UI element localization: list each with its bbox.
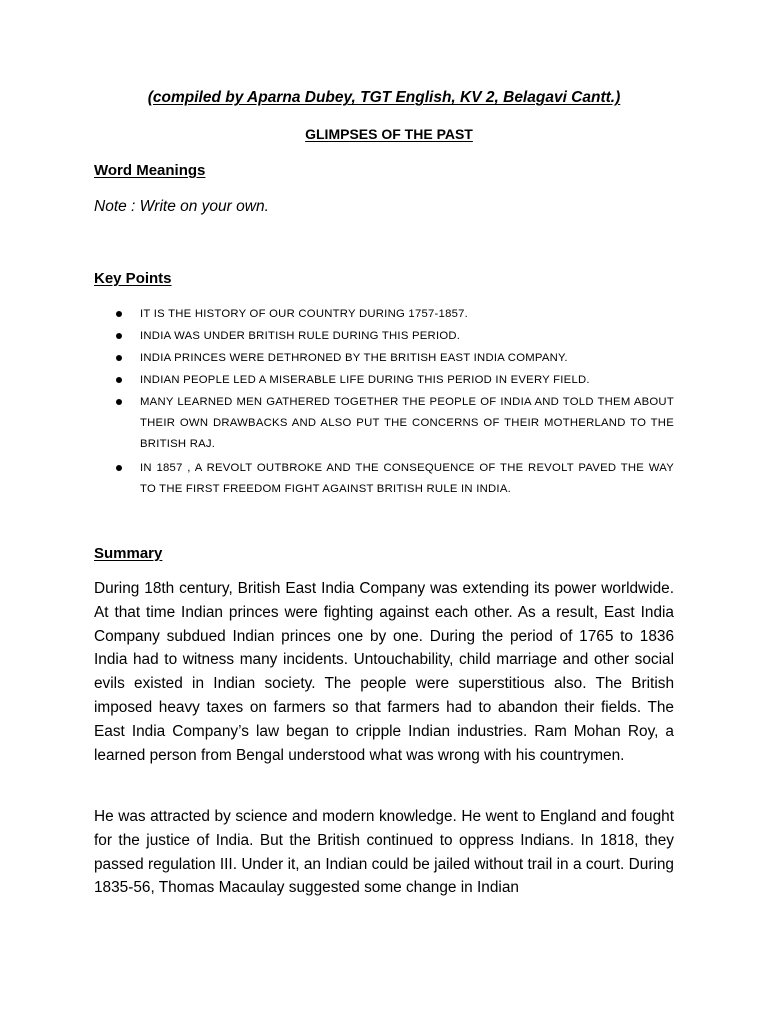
list-item: INDIA WAS UNDER BRITISH RULE DURING THIS PERIOD. xyxy=(94,326,674,347)
key-points-heading: Key Points xyxy=(94,270,172,287)
list-item: INDIAN PEOPLE LED A MISERABLE LIFE DURING THIS PERIOD IN EVERY FIELD. xyxy=(94,370,674,391)
key-points-list xyxy=(94,304,674,501)
bullet-icon xyxy=(116,399,122,405)
page-title: GLIMPSES OF THE PAST xyxy=(305,126,473,142)
list-item: IT IS THE HISTORY OF OUR COUNTRY DURING 1757-1857. xyxy=(94,304,674,325)
summary-paragraph-2: He was attracted by science and modern knowledge. He went to England and fought for the justice of India. But the British continued to oppress Indians. In 1818, they passed regulation III. Under it, an Indian could be jailed without trail in a court. During 1835-56, Thomas Macaulay suggested some change in Indian xyxy=(94,808,674,897)
bullet-icon xyxy=(116,355,122,361)
list-item: IN 1857 , A REVOLT OUTBROKE AND THE CONSEQUENCE OF THE REVOLT PAVED THE WAY TO THE FIRST FREEDOM FIGHT AGAINST BRITISH RULE IN INDIA. xyxy=(94,458,674,500)
bullet-icon xyxy=(116,333,122,339)
list-item: MANY LEARNED MEN GATHERED TOGETHER THE PEOPLE OF INDIA AND TOLD THEM ABOUT THEIR OWN DRAWBACKS AND ALSO PUT THE CONCERNS OF THEIR MOTHERLAND TO THE BRITISH RAJ. xyxy=(94,392,674,455)
bullet-icon xyxy=(116,465,122,471)
list-item: INDIA PRINCES WERE DETHRONED BY THE BRITISH EAST INDIA COMPANY. xyxy=(94,348,674,369)
word-meanings-note: Note : Write on your own. xyxy=(94,198,269,215)
bullet-icon xyxy=(116,311,122,317)
word-meanings-heading: Word Meanings xyxy=(94,162,206,179)
summary-paragraph-1: During 18th century, British East India Company was extending its power worldwide. At that time Indian princes were fighting against each other. As a result, East India Company subdued Indian princes one by one. During the period of 1765 to 1836 India had to witness many incidents. Untouchability, child marriage and other social evils existed in Indian society. The people were superstitious also. The British imposed heavy taxes on farmers so that farmers had to abandon their fields. The East India Company’s law began to cripple Indian industries. Ram Mohan Roy, a learned person from Bengal understood what was wrong with his countrymen. xyxy=(94,580,674,764)
compiler-credit: (compiled by Aparna Dubey, TGT English, KV 2, Belagavi Cantt.) xyxy=(147,89,621,106)
summary-heading: Summary xyxy=(94,545,163,562)
bullet-icon xyxy=(116,377,122,383)
